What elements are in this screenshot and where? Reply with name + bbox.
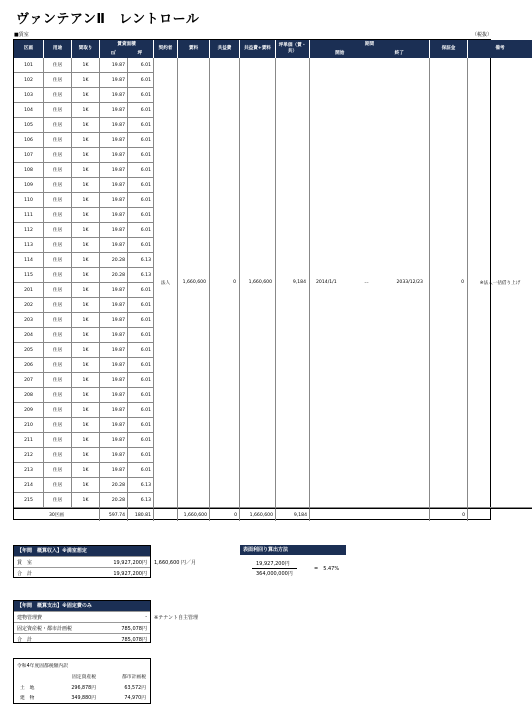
income-total-label: 合 計 — [17, 570, 33, 577]
header-unit: 区画 — [14, 40, 44, 58]
row-use: 住居 — [44, 118, 72, 133]
row-use: 住居 — [44, 418, 72, 433]
income-total-value: 19,927,200円 — [113, 570, 147, 577]
row-m2: 19.87 — [100, 103, 128, 118]
tax-bldg-fixed: 349,880円 — [71, 696, 96, 701]
row-use: 住居 — [44, 178, 72, 193]
row-m2: 19.87 — [100, 58, 128, 73]
row-tsubo: 6.01 — [128, 343, 154, 358]
row-m2: 19.87 — [100, 388, 128, 403]
row-tsubo: 6.01 — [128, 358, 154, 373]
row-tsubo: 6.01 — [128, 433, 154, 448]
yield-denominator: 364,000,000円 — [256, 571, 293, 577]
row-tsubo: 6.01 — [128, 178, 154, 193]
row-use: 住居 — [44, 358, 72, 373]
rent-roll-table — [13, 39, 521, 520]
row-use: 住居 — [44, 493, 72, 508]
row-tsubo: 6.01 — [128, 208, 154, 223]
total-m2: 597.74 — [100, 508, 128, 521]
lease-end: 2033/12/23 — [396, 280, 423, 285]
row-m2: 19.87 — [100, 373, 128, 388]
row-layout: 1K — [72, 118, 100, 133]
row-unit: 207 — [14, 373, 44, 388]
row-m2: 19.87 — [100, 403, 128, 418]
row-m2: 20.28 — [100, 478, 128, 493]
row-unit: 214 — [14, 478, 44, 493]
lease-dash: ー — [364, 280, 369, 286]
header-period-title: 期間 — [364, 41, 375, 47]
tax-col-city: 都市計画税 — [122, 675, 146, 680]
row-use: 住居 — [44, 433, 72, 448]
row-m2: 19.87 — [100, 298, 128, 313]
row-m2: 19.87 — [100, 88, 128, 103]
row-layout: 1K — [72, 343, 100, 358]
row-m2: 19.87 — [100, 313, 128, 328]
row-use: 住居 — [44, 448, 72, 463]
total-common: 0 — [210, 508, 240, 521]
total-label: 30区画 — [14, 508, 100, 521]
row-use: 住居 — [44, 148, 72, 163]
expense-mgmt-row — [14, 611, 150, 622]
row-unit: 104 — [14, 103, 44, 118]
row-layout: 1K — [72, 358, 100, 373]
tax-land-fixed: 296,878円 — [71, 686, 96, 691]
expense-mgmt-note: ※テナント自主管理 — [154, 615, 198, 621]
row-tsubo: 6.13 — [128, 268, 154, 283]
income-header: 【年間 概算収入】※満室想定 — [14, 546, 150, 556]
header-remarks: 備考 — [468, 40, 532, 58]
row-layout: 1K — [72, 298, 100, 313]
expense-total-row — [14, 633, 150, 644]
lease-rent: 1,660,600 — [178, 58, 210, 508]
income-total-row — [14, 567, 150, 578]
row-tsubo: 6.01 — [128, 58, 154, 73]
row-layout: 1K — [72, 328, 100, 343]
row-tsubo: 6.01 — [128, 73, 154, 88]
row-tsubo: 6.01 — [128, 193, 154, 208]
row-m2: 19.87 — [100, 73, 128, 88]
expense-mgmt-value: - — [145, 614, 147, 620]
row-tsubo: 6.01 — [128, 298, 154, 313]
tax-detail-header — [14, 673, 150, 680]
tax-land-city: 63,572円 — [124, 686, 146, 691]
row-layout: 1K — [72, 253, 100, 268]
row-layout: 1K — [72, 418, 100, 433]
row-unit: 202 — [14, 298, 44, 313]
expense-tax-value: 785,078円 — [121, 625, 147, 632]
row-tsubo: 6.01 — [128, 133, 154, 148]
expense-header: 【年間 概算支出】※固定費のみ — [14, 601, 150, 611]
row-use: 住居 — [44, 133, 72, 148]
row-tsubo: 6.01 — [128, 88, 154, 103]
row-unit: 115 — [14, 268, 44, 283]
row-unit: 108 — [14, 163, 44, 178]
total-period-blank — [310, 508, 430, 521]
row-unit: 105 — [14, 118, 44, 133]
page-title: ヴァンテアンⅡ レントロール — [16, 12, 200, 27]
row-unit: 201 — [14, 283, 44, 298]
row-unit: 113 — [14, 238, 44, 253]
row-unit: 213 — [14, 463, 44, 478]
row-unit: 101 — [14, 58, 44, 73]
income-rent-label: 賃 室 — [17, 559, 33, 566]
row-unit: 110 — [14, 193, 44, 208]
row-use: 住居 — [44, 73, 72, 88]
row-tsubo: 6.01 — [128, 163, 154, 178]
expense-total-label: 合 計 — [17, 636, 33, 643]
lease-remarks: ※法人一括借り上げ — [468, 58, 532, 508]
row-layout: 1K — [72, 313, 100, 328]
income-monthly: 1,660,600 円／月 — [154, 560, 197, 566]
row-use: 住居 — [44, 343, 72, 358]
row-tsubo: 6.13 — [128, 493, 154, 508]
total-tenant-blank — [154, 508, 178, 521]
row-tsubo: 6.01 — [128, 148, 154, 163]
row-unit: 211 — [14, 433, 44, 448]
row-m2: 20.28 — [100, 253, 128, 268]
row-m2: 19.87 — [100, 448, 128, 463]
row-layout: 1K — [72, 73, 100, 88]
row-use: 住居 — [44, 388, 72, 403]
row-layout: 1K — [72, 178, 100, 193]
header-deposit: 保証金 — [430, 40, 468, 58]
tax-col-fixed: 固定資産税 — [72, 675, 96, 680]
row-use: 住居 — [44, 163, 72, 178]
row-tsubo: 6.01 — [128, 238, 154, 253]
row-m2: 19.87 — [100, 133, 128, 148]
row-use: 住居 — [44, 88, 72, 103]
yield-result: = 5.47% — [314, 566, 340, 572]
row-m2: 19.87 — [100, 223, 128, 238]
row-unit: 111 — [14, 208, 44, 223]
header-area-tsubo: 坪 — [137, 50, 143, 56]
row-use: 住居 — [44, 58, 72, 73]
row-unit: 209 — [14, 403, 44, 418]
row-layout: 1K — [72, 268, 100, 283]
row-m2: 19.87 — [100, 418, 128, 433]
lease-period — [310, 58, 430, 508]
lease-common: 0 — [210, 58, 240, 508]
lease-deposit: 0 — [430, 58, 468, 508]
tax-land-label: 土 地 — [20, 686, 35, 691]
header-layout: 間取り — [72, 40, 100, 58]
row-use: 住居 — [44, 283, 72, 298]
lease-start: 2014/1/1 — [316, 280, 337, 285]
row-unit: 215 — [14, 493, 44, 508]
section-label: ■賃室 — [14, 32, 29, 38]
lease-tenant: 法人 — [154, 58, 178, 508]
row-tsubo: 6.13 — [128, 253, 154, 268]
row-unit: 109 — [14, 178, 44, 193]
row-layout: 1K — [72, 283, 100, 298]
income-rent-row — [14, 556, 150, 567]
row-layout: 1K — [72, 103, 100, 118]
row-layout: 1K — [72, 463, 100, 478]
row-use: 住居 — [44, 478, 72, 493]
row-m2: 19.87 — [100, 238, 128, 253]
row-layout: 1K — [72, 193, 100, 208]
row-tsubo: 6.01 — [128, 388, 154, 403]
row-tsubo: 6.01 — [128, 328, 154, 343]
expense-box — [13, 600, 151, 643]
income-box — [13, 545, 151, 578]
row-m2: 19.87 — [100, 208, 128, 223]
row-use: 住居 — [44, 328, 72, 343]
row-layout: 1K — [72, 388, 100, 403]
row-unit: 203 — [14, 313, 44, 328]
row-unit: 112 — [14, 223, 44, 238]
row-m2: 19.87 — [100, 343, 128, 358]
row-use: 住居 — [44, 298, 72, 313]
row-layout: 1K — [72, 163, 100, 178]
row-unit: 205 — [14, 343, 44, 358]
row-layout: 1K — [72, 448, 100, 463]
row-use: 住居 — [44, 403, 72, 418]
header-area-title: 賃貸面積 — [117, 41, 136, 47]
row-tsubo: 6.01 — [128, 118, 154, 133]
row-use: 住居 — [44, 373, 72, 388]
row-unit: 212 — [14, 448, 44, 463]
row-tsubo: 6.01 — [128, 403, 154, 418]
expense-mgmt-label: 建物管理費 — [17, 614, 43, 621]
header-area-m2: ㎡ — [110, 50, 116, 56]
row-m2: 19.87 — [100, 178, 128, 193]
tax-detail-title: 令和4年度固都税額内訳 — [17, 664, 69, 669]
row-unit: 102 — [14, 73, 44, 88]
row-unit: 106 — [14, 133, 44, 148]
expense-tax-row — [14, 622, 150, 633]
row-unit: 103 — [14, 88, 44, 103]
row-use: 住居 — [44, 238, 72, 253]
tax-land-row — [14, 684, 150, 691]
tax-bldg-row — [14, 694, 150, 701]
header-tsubo-price: 坪単価（賃・共） — [276, 40, 310, 58]
row-tsubo: 6.01 — [128, 103, 154, 118]
lease-tsubo-price: 9,184 — [276, 58, 310, 508]
row-layout: 1K — [72, 223, 100, 238]
row-tsubo: 6.01 — [128, 283, 154, 298]
yield-numerator: 19,927,200円 — [252, 560, 297, 569]
row-unit: 107 — [14, 148, 44, 163]
row-layout: 1K — [72, 238, 100, 253]
header-rent: 賃料 — [178, 40, 210, 58]
row-layout: 1K — [72, 493, 100, 508]
tax-bldg-city: 74,970円 — [124, 696, 146, 701]
total-deposit: 0 — [430, 508, 468, 521]
row-tsubo: 6.01 — [128, 463, 154, 478]
row-layout: 1K — [72, 478, 100, 493]
row-use: 住居 — [44, 268, 72, 283]
header-area — [100, 40, 154, 58]
row-m2: 19.87 — [100, 358, 128, 373]
total-remarks-blank — [468, 508, 532, 521]
row-m2: 19.87 — [100, 283, 128, 298]
header-rent-common: 共益費+賃料 — [240, 40, 276, 58]
row-use: 住居 — [44, 223, 72, 238]
row-m2: 19.87 — [100, 193, 128, 208]
row-layout: 1K — [72, 433, 100, 448]
yield-header: 表面利回り算出方法 — [240, 545, 346, 555]
header-use: 用途 — [44, 40, 72, 58]
row-layout: 1K — [72, 133, 100, 148]
row-tsubo: 6.13 — [128, 478, 154, 493]
row-unit: 208 — [14, 388, 44, 403]
row-tsubo: 6.01 — [128, 448, 154, 463]
row-tsubo: 6.01 — [128, 418, 154, 433]
income-rent-value: 19,927,200円 — [113, 559, 147, 566]
row-use: 住居 — [44, 103, 72, 118]
header-tenant: 契約者 — [154, 40, 178, 58]
row-layout: 1K — [72, 148, 100, 163]
row-layout: 1K — [72, 373, 100, 388]
row-m2: 20.28 — [100, 268, 128, 283]
total-rent: 1,660,600 — [178, 508, 210, 521]
row-m2: 19.87 — [100, 118, 128, 133]
row-layout: 1K — [72, 208, 100, 223]
row-m2: 20.28 — [100, 493, 128, 508]
row-layout: 1K — [72, 58, 100, 73]
row-use: 住居 — [44, 208, 72, 223]
row-m2: 19.87 — [100, 433, 128, 448]
tax-detail-box — [13, 658, 151, 704]
header-period-end: 終了 — [394, 50, 404, 56]
expense-total-value: 785,078円 — [121, 636, 147, 643]
row-layout: 1K — [72, 88, 100, 103]
header-period-start: 開始 — [335, 50, 345, 56]
row-use: 住居 — [44, 313, 72, 328]
row-unit: 210 — [14, 418, 44, 433]
row-tsubo: 6.01 — [128, 223, 154, 238]
header-common: 共益費 — [210, 40, 240, 58]
total-rent-common: 1,660,600 — [240, 508, 276, 521]
row-use: 住居 — [44, 463, 72, 478]
row-m2: 19.87 — [100, 328, 128, 343]
row-use: 住居 — [44, 253, 72, 268]
expense-tax-label: 固定資産税・都市計画税 — [17, 625, 73, 632]
row-m2: 19.87 — [100, 463, 128, 478]
lease-rent-common: 1,660,600 — [240, 58, 276, 508]
row-m2: 19.87 — [100, 148, 128, 163]
row-use: 住居 — [44, 193, 72, 208]
yield-fraction — [252, 560, 297, 577]
row-unit: 204 — [14, 328, 44, 343]
row-unit: 206 — [14, 358, 44, 373]
total-tsubo: 180.81 — [128, 508, 154, 521]
header-period — [310, 40, 430, 58]
row-layout: 1K — [72, 403, 100, 418]
tax-note: （税抜） — [471, 32, 492, 38]
tax-bldg-label: 建 物 — [20, 696, 35, 701]
row-tsubo: 6.01 — [128, 313, 154, 328]
total-tsubo-price: 9,184 — [276, 508, 310, 521]
row-unit: 114 — [14, 253, 44, 268]
row-tsubo: 6.01 — [128, 373, 154, 388]
row-m2: 19.87 — [100, 163, 128, 178]
